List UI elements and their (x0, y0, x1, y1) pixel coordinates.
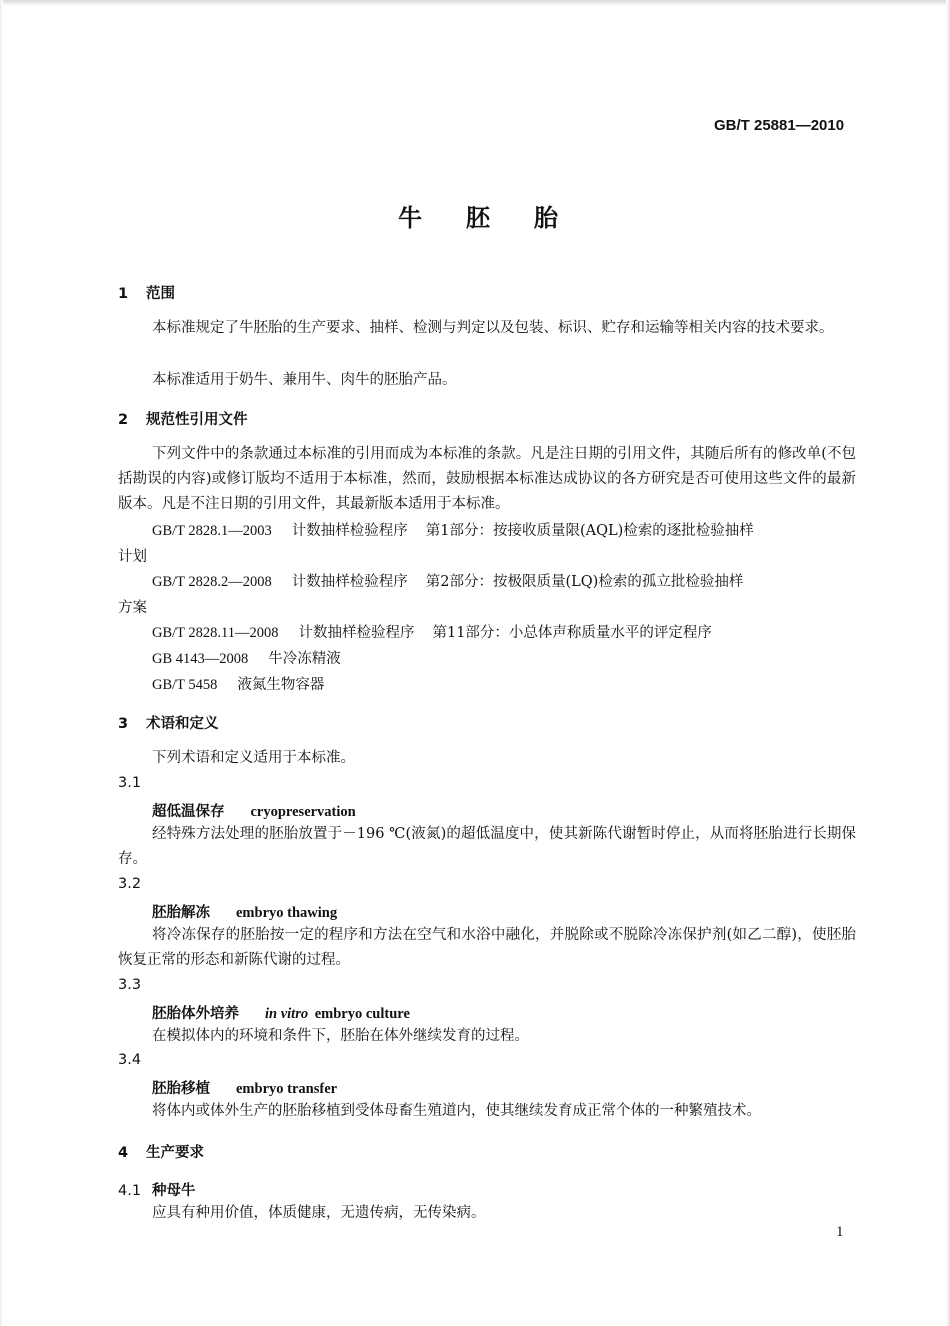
reference-code: GB/T 2828.11—2008 (152, 625, 279, 641)
reference-name: 液氮生物容器 (237, 677, 325, 693)
reference-item (152, 647, 341, 668)
term-english-italic: in vitro (265, 1006, 309, 1022)
term-number: 3.4 (118, 1052, 142, 1068)
term-definition: 将冷冻保存的胚胎按一定的程序和方法在空气和水浴中融化，并脱除或不脱除冷冻保护剂(如乙二醇)，使胚胎恢复正常的形态和新陈代谢的过程。 (118, 927, 856, 968)
subsection-4-1-heading (118, 1179, 196, 1200)
term-english: embryo thawing (236, 905, 338, 921)
term-english: embryo culture (314, 1006, 410, 1022)
term-definition: 经特殊方法处理的胚胎放置于－196 ℃(液氮)的超低温度中，使其新陈代谢暂时停止，从而将胚胎进行长期保存。 (118, 826, 856, 867)
page-title: 牛胚胎 (398, 204, 602, 232)
reference-continuation: 计划 (118, 549, 147, 565)
reference-item (152, 570, 743, 591)
subsection-4-1-text: 应具有种用价值，体质健康，无遗传病，无传染病。 (152, 1205, 486, 1221)
reference-name: 计数抽样检验程序 (291, 523, 408, 539)
section-number: 3 (118, 716, 129, 732)
term-chinese: 胚胎解冻 (152, 905, 210, 921)
reference-item (152, 519, 754, 540)
subsection-number: 4.1 (118, 1183, 142, 1199)
term-heading (152, 1077, 337, 1098)
scan-edge-top (0, 0, 950, 6)
subsection-title: 种母牛 (152, 1183, 196, 1199)
term-definition: 在模拟体内的环境和条件下，胚胎在体外继续发育的过程。 (152, 1028, 529, 1044)
section-1-heading (118, 282, 175, 303)
reference-name: 计数抽样检验程序 (291, 574, 408, 590)
section-number: 4 (118, 1145, 129, 1161)
reference-code: GB/T 5458 (152, 677, 218, 693)
reference-code: GB 4143—2008 (152, 651, 249, 667)
term-english: cryopreservation (250, 804, 356, 820)
reference-code: GB/T 2828.2—2008 (152, 574, 272, 590)
reference-item (152, 673, 324, 694)
reference-name: 牛冷冻精液 (268, 651, 341, 667)
term-chinese: 超低温保存 (152, 804, 225, 820)
section-title: 规范性引用文件 (146, 412, 248, 428)
terms-intro: 下列术语和定义适用于本标准。 (152, 750, 355, 766)
scan-edge-left (0, 0, 3, 1326)
section-2-heading (118, 408, 248, 429)
reference-item (152, 621, 712, 642)
term-english: embryo transfer (236, 1081, 338, 1097)
scope-paragraph-1: 本标准规定了牛胚胎的生产要求、抽样、检测与判定以及包装、标识、贮存和运输等相关内容的技术要求。 (152, 320, 834, 336)
term-number: 3.1 (118, 775, 142, 791)
term-heading (152, 901, 337, 922)
term-chinese: 胚胎移植 (152, 1081, 210, 1097)
section-title: 术语和定义 (146, 716, 219, 732)
reference-name: 计数抽样检验程序 (298, 625, 415, 641)
term-number: 3.2 (118, 876, 142, 892)
reference-part: 第11部分：小总体声称质量水平的评定程序 (432, 625, 712, 641)
reference-continuation: 方案 (118, 600, 147, 616)
term-chinese: 胚胎体外培养 (152, 1006, 239, 1022)
term-heading (152, 1002, 410, 1023)
section-title: 生产要求 (146, 1145, 204, 1161)
standard-number: GB/T 25881—2010 (714, 117, 845, 134)
term-heading (152, 800, 356, 821)
term-definition: 将体内或体外生产的胚胎移植到受体母畜生殖道内，使其继续发育成正常个体的一种繁殖技术。 (152, 1103, 761, 1119)
page-number: 1 (836, 1224, 844, 1240)
section-number: 2 (118, 412, 129, 428)
scan-edge-right (946, 0, 950, 1326)
reference-part: 第2部分：按极限质量(LQ)检索的孤立批检验抽样 (425, 574, 744, 590)
section-title: 范围 (146, 286, 175, 302)
section-number: 1 (118, 286, 129, 302)
reference-code: GB/T 2828.1—2003 (152, 523, 272, 539)
reference-part: 第1部分：按接收质量限(AQL)检索的逐批检验抽样 (425, 523, 754, 539)
normative-references-intro: 下列文件中的条款通过本标准的引用而成为本标准的条款。凡是注日期的引用文件，其随后所有的修改单(不包括勘误的内容)或修订版均不适用于本标准，然而，鼓励根据本标准达成协议的各方研究是否可使用这些文件的最新版本。凡是不注日期的引用文件，其最新版本适用于本标准。 (118, 446, 856, 512)
section-3-heading (118, 712, 219, 733)
section-4-heading (118, 1141, 204, 1162)
term-number: 3.3 (118, 977, 142, 993)
scope-paragraph-2: 本标准适用于奶牛、兼用牛、肉牛的胚胎产品。 (152, 372, 457, 388)
